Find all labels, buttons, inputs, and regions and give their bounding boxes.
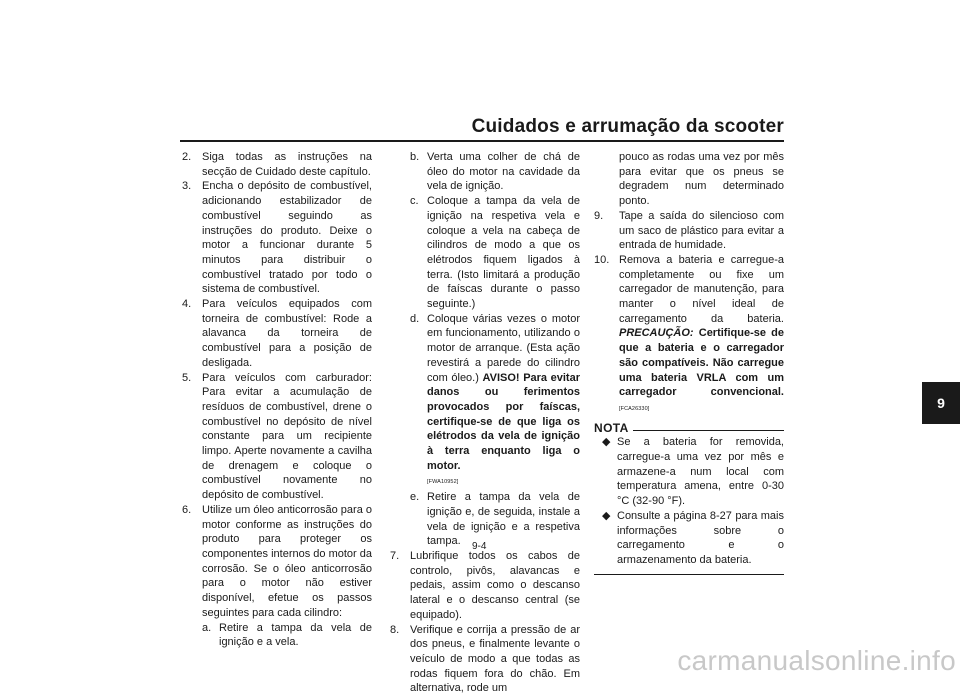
step-6 <box>182 503 372 621</box>
step-number: 6. <box>182 503 202 621</box>
step-text: Para veículos equipados com torneira de combustível: Rode a alavanca da torneira de combustível para a posição de desligada. <box>202 297 372 371</box>
step-10 <box>594 253 784 417</box>
step-text: pouco as rodas uma vez por mês para evitar que os pneus se degradem num determinado ponto. <box>619 150 784 209</box>
substep-letter: e. <box>410 490 427 549</box>
caution-label: PRECAUÇÃO: <box>619 327 694 339</box>
title-rule <box>180 140 784 142</box>
step-3 <box>182 179 372 297</box>
nota-bullet <box>602 435 784 509</box>
nota-bullet-text: Consulte a página 8-27 para mais informações sobre o carregamento e o armazenamento da bateria. <box>617 509 784 568</box>
warning-text: AVISO! Para evitar danos ou ferimentos provocados por faíscas, certifique-se de que liga os elétrodos da vela de ignição à terra enquanto liga o motor. <box>427 372 580 472</box>
substep-b <box>410 150 580 194</box>
substep-e <box>410 490 580 549</box>
substep-text: Coloque a tampa da vela de ignição na respetiva vela e coloque a vela na cabeça de cilindros de modo a que os elétrodos fiquem ligados à terra. (Isto limitará a produção de faíscas durante o passo seguinte.) <box>427 194 580 312</box>
step-number: 4. <box>182 297 202 371</box>
step-number: 9. <box>594 209 619 253</box>
nota-rule <box>633 430 784 431</box>
step-text: Para veículos com carburador: Para evitar a acumulação de resíduos de combustível, drene o combustível no depósito de nível constante para um recipiente limpo. Aperte novamente a cavilha de drenagem e coloque o combustível novamente no depósito de combustível. <box>202 371 372 503</box>
column-2 <box>390 150 580 696</box>
step-text: Encha o depósito de combustível, adicionando estabilizador de combustível seguindo as instruções do produto. Deixe o motor a funcionar durante 5 minutos para distribuir o combustível tratado por todo o sistema de combustível. <box>202 179 372 297</box>
step-text: Remova a bateria e carregue-a completamente ou fixe um carregador de manutenção, para manter o nível ideal de carregamento da bateria. <box>619 254 784 325</box>
column-1 <box>182 150 372 650</box>
step-number: 8. <box>390 623 410 696</box>
step-text: Verifique e corrija a pressão de ar dos pneus, e finalmente levante o veículo de modo a que todas as rodas fiquem fora do chão. Em alternativa, rode um <box>410 623 580 696</box>
substep-letter: b. <box>410 150 427 194</box>
nota-header <box>594 421 784 436</box>
step-8 <box>390 623 580 696</box>
step-5 <box>182 371 372 503</box>
diamond-bullet-icon: ◆ <box>602 509 617 568</box>
step-2 <box>182 150 372 179</box>
step-7 <box>390 549 580 623</box>
nota-bullet <box>602 509 784 568</box>
step-body <box>619 253 784 417</box>
substep-letter: a. <box>202 621 219 650</box>
substep-letter: c. <box>410 194 427 312</box>
substep-body <box>427 312 580 490</box>
step-number: 3. <box>182 179 202 297</box>
step-8-continuation <box>594 150 784 209</box>
step-number: 10. <box>594 253 619 417</box>
step-number: 7. <box>390 549 410 623</box>
caution-text: Certifique-se de que a bateria e o carregador são compatíveis. Não carregue uma bateria VRLA com um carregador convencional. <box>619 327 784 398</box>
diamond-bullet-icon: ◆ <box>602 435 617 509</box>
warning-code: [FWA10952] <box>427 479 458 485</box>
page-title: Cuidados e arrumação da scooter <box>472 116 784 138</box>
nota-label: NOTA <box>594 421 629 436</box>
step-text: Siga todas as instruções na secção de Cuidado deste capítulo. <box>202 150 372 179</box>
substep-d <box>410 312 580 490</box>
substep-letter: d. <box>410 312 427 490</box>
step-text: Lubrifique todos os cabos de controlo, pivôs, alavancas e pedais, assim como o descanso lateral e o descanso central (se equipado). <box>410 549 580 623</box>
step-text: Tape a saída do silencioso com um saco de plástico para evitar a entrada de humidade. <box>619 209 784 253</box>
substep-text: Verta uma colher de chá de óleo do motor na cavidade da vela de ignição. <box>427 150 580 194</box>
substep-text: Retire a tampa da vela de ignição e a vela. <box>219 621 372 650</box>
step-text: Utilize um óleo anticorrosão para o motor conforme as instruções do produto para proteger os componentes internos do motor da corrosão. Se o óleo anticorrosão para o motor não estiver disponível, efetue os passos seguintes para cada cilindro: <box>202 503 372 621</box>
caution-code: [FCA26330] <box>619 406 649 412</box>
step-number: 5. <box>182 371 202 503</box>
substep-text: Coloque várias vezes o motor em funcionamento, utilizando o motor de arranque. (Esta ação revestirá a parede do cilindro com óleo.) <box>427 313 580 384</box>
step-9 <box>594 209 784 253</box>
nota-end-rule <box>594 574 784 575</box>
page-number: 9-4 <box>472 541 486 552</box>
substep-text: Retire a tampa da vela de ignição e, de seguida, instale a vela de ignição e a respetiva tampa. <box>427 490 580 549</box>
substep-a <box>202 621 372 650</box>
step-4 <box>182 297 372 371</box>
substep-c <box>410 194 580 312</box>
nota-bullet-text: Se a bateria for removida, carregue-a uma vez por mês e armazene-a num local com temperatura amena, entre 0-30 °C (32-90 °F). <box>617 435 784 509</box>
watermark: carmanualsonline.info <box>677 645 956 677</box>
step-number: 2. <box>182 150 202 179</box>
column-3 <box>594 150 784 575</box>
chapter-tab: 9 <box>922 382 960 424</box>
